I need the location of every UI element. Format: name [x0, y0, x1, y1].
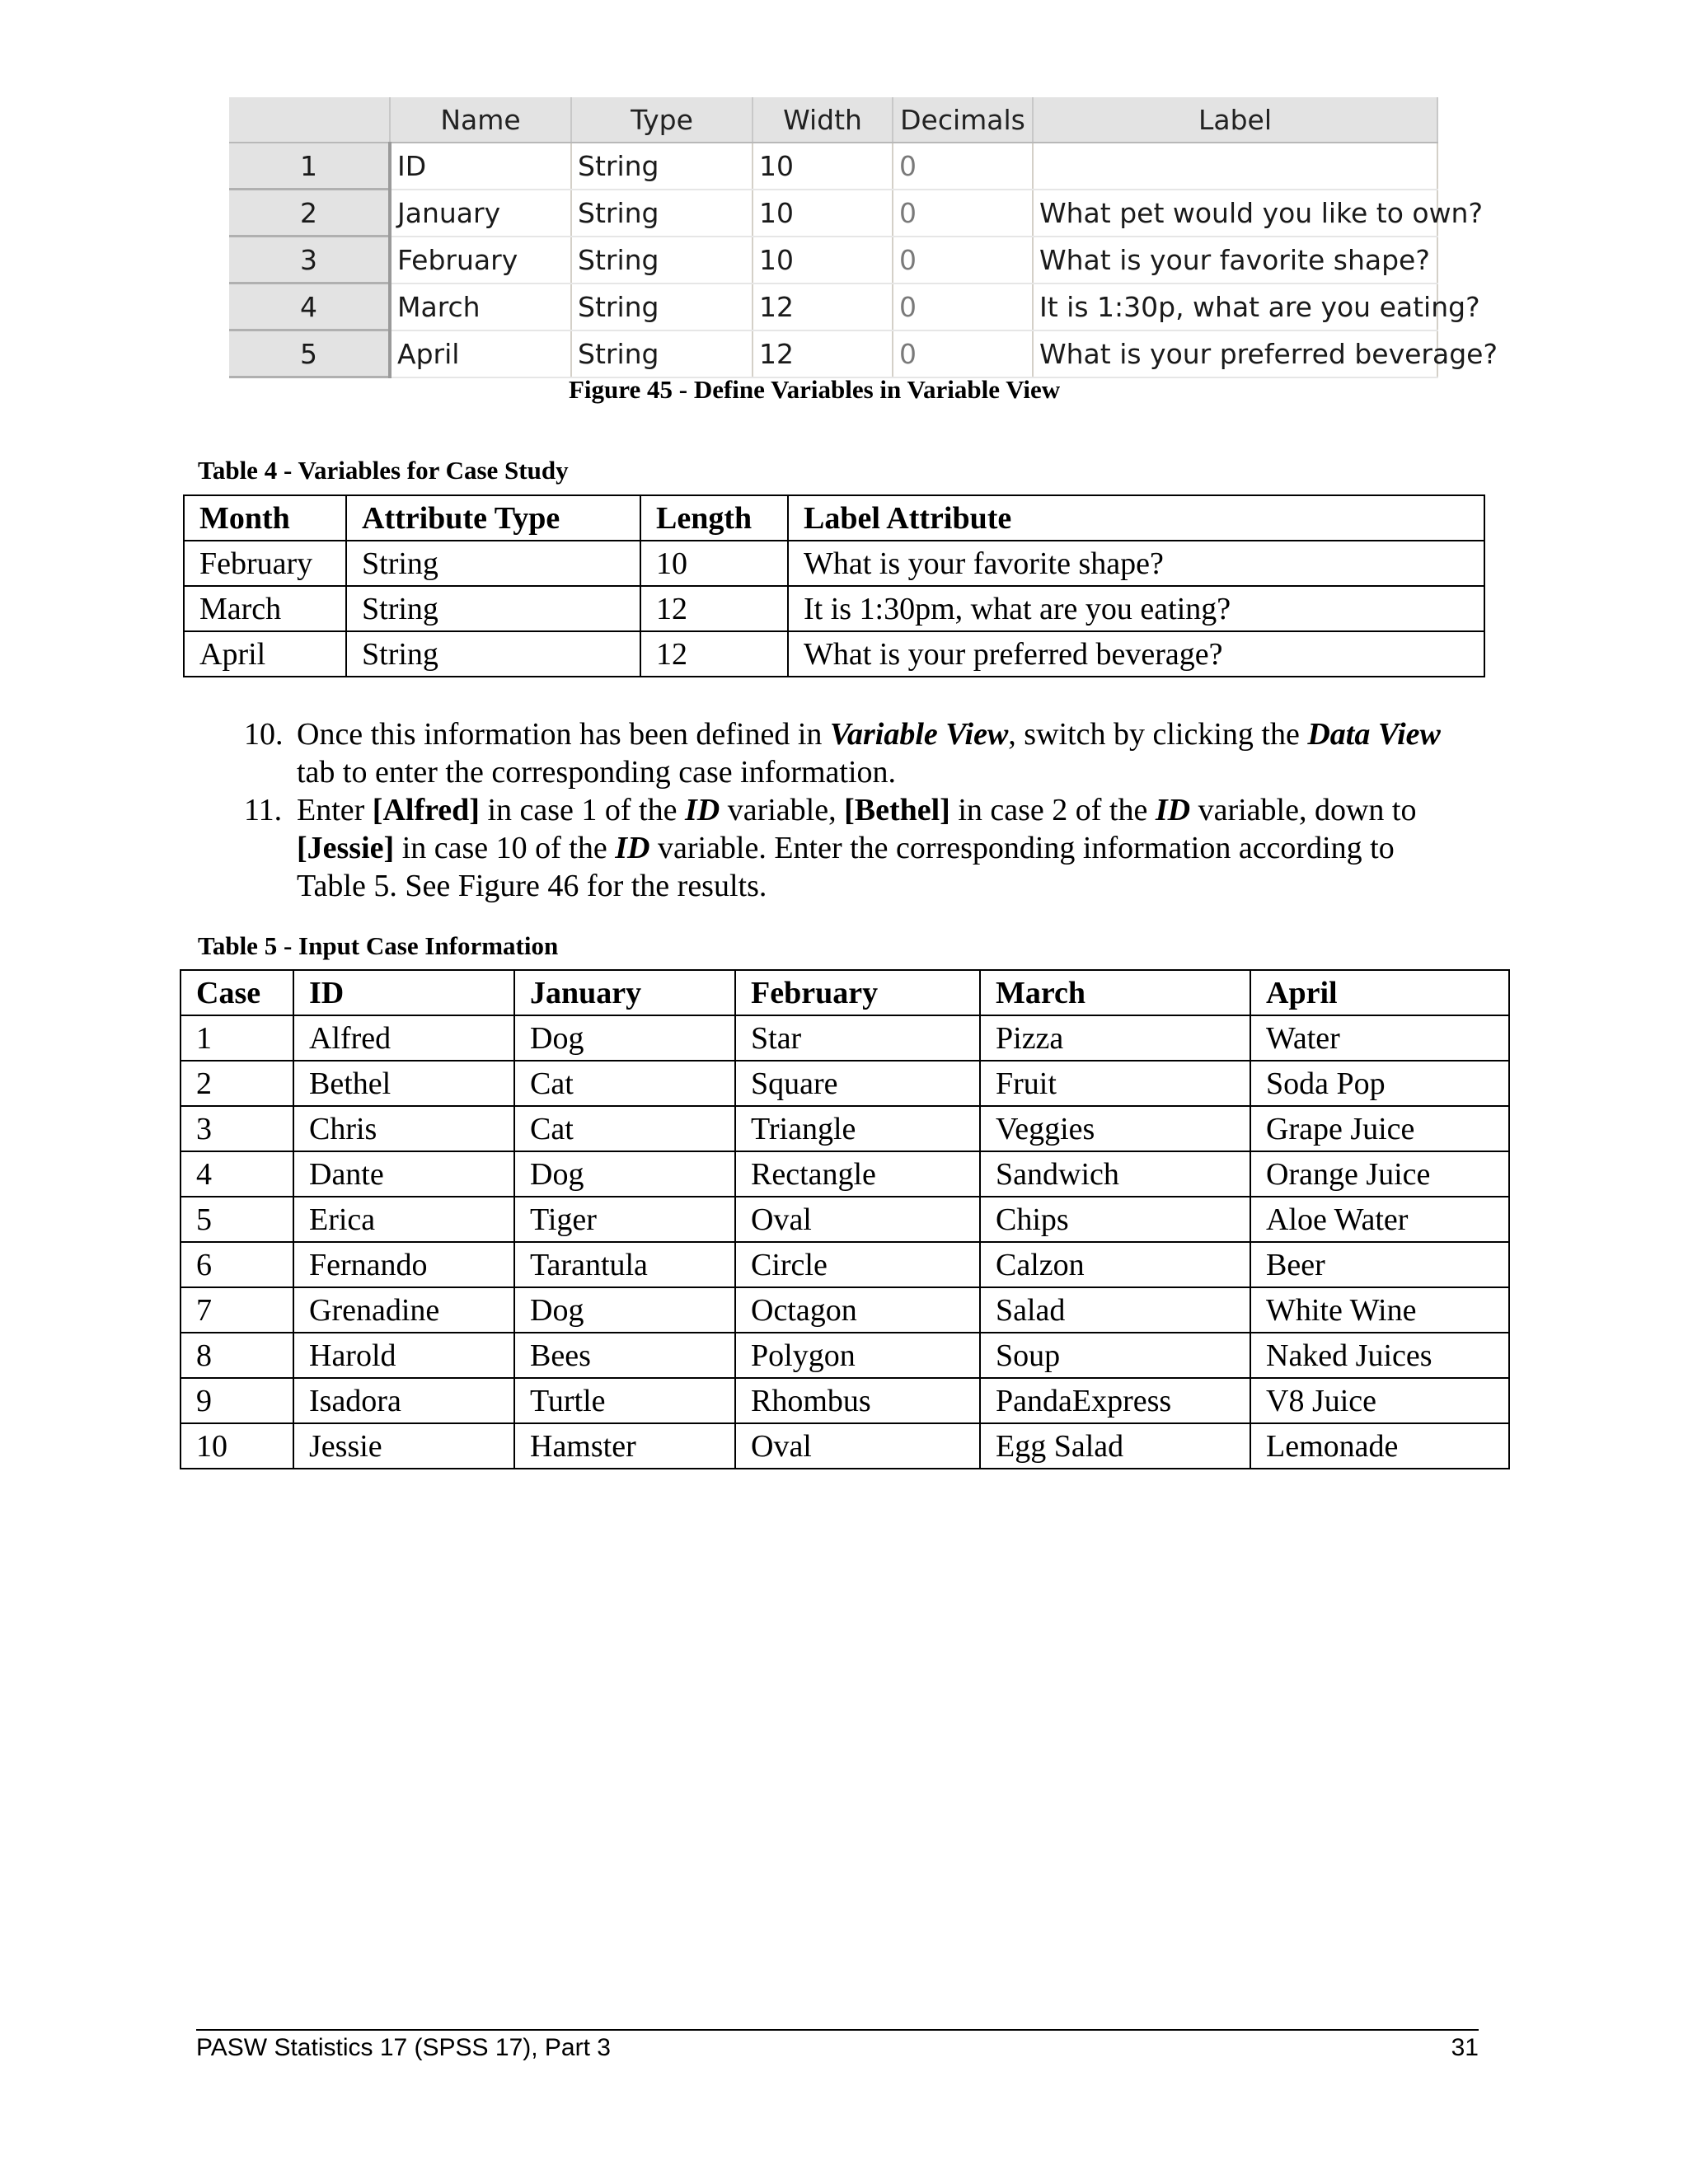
cell-label[interactable]: What is your favorite shape? — [1033, 237, 1437, 284]
table-5-cell: Beer — [1250, 1242, 1509, 1287]
step-10 — [244, 715, 1456, 791]
table-5-cell: Water — [1250, 1015, 1509, 1061]
row-number[interactable]: 3 — [229, 237, 390, 284]
table-5-row — [181, 1333, 1509, 1378]
table-5-header-cell: Case — [181, 970, 293, 1015]
cell-width[interactable]: 12 — [753, 284, 893, 330]
cell-label[interactable]: It is 1:30p, what are you eating? — [1033, 284, 1437, 330]
table-5-cell: Oval — [735, 1197, 980, 1242]
column-header-type[interactable]: Type — [571, 97, 753, 143]
cell-width[interactable]: 10 — [753, 237, 893, 284]
table-4-cell: String — [346, 631, 640, 677]
column-header-decimals[interactable]: Decimals — [893, 97, 1033, 143]
table-5-cell: Sandwich — [980, 1151, 1250, 1197]
table-4-cell: What is your favorite shape? — [788, 541, 1484, 586]
step-number: 10. — [244, 717, 284, 752]
table-5-cell: Pizza — [980, 1015, 1250, 1061]
column-header-width[interactable]: Width — [753, 97, 893, 143]
table-5-cell: 9 — [181, 1378, 293, 1423]
cell-width[interactable]: 10 — [753, 143, 893, 190]
table-4-row — [184, 631, 1484, 677]
table-5-cell: Star — [735, 1015, 980, 1061]
variable-view-corner — [229, 97, 390, 143]
cell-name[interactable]: March — [390, 284, 571, 330]
step-text: in case 10 of the — [394, 831, 616, 865]
table-5-cell: Rectangle — [735, 1151, 980, 1197]
table-5-cell: Fruit — [980, 1061, 1250, 1106]
table-5-cell: Cat — [514, 1061, 735, 1106]
cell-decimals[interactable]: 0 — [893, 190, 1033, 237]
cell-width[interactable]: 10 — [753, 190, 893, 237]
step-text: Data View — [1307, 717, 1441, 752]
step-text: [Alfred] — [372, 793, 480, 827]
column-header-label[interactable]: Label — [1033, 97, 1437, 143]
table-5-cell: Dog — [514, 1151, 735, 1197]
step-text: tab to enter the corresponding case information. — [297, 755, 897, 790]
table-5-row — [181, 1242, 1509, 1287]
cell-type[interactable]: String — [571, 143, 753, 190]
table-5-cell: Hamster — [514, 1423, 735, 1469]
page-number: 31 — [1451, 2034, 1479, 2061]
table-5-row — [181, 1287, 1509, 1333]
cell-name[interactable]: April — [390, 330, 571, 377]
table-5-cell: 8 — [181, 1333, 293, 1378]
table-5-cell: Orange Juice — [1250, 1151, 1509, 1197]
table-4-cell: It is 1:30pm, what are you eating? — [788, 586, 1484, 631]
cell-decimals[interactable]: 0 — [893, 284, 1033, 330]
table-5-cell: 1 — [181, 1015, 293, 1061]
step-text: Once this information has been defined in — [297, 717, 830, 752]
table-5-cell: Octagon — [735, 1287, 980, 1333]
table-5-row — [181, 1061, 1509, 1106]
table-5-cell: Grape Juice — [1250, 1106, 1509, 1151]
step-text: Enter — [297, 793, 373, 827]
cell-decimals[interactable]: 0 — [893, 143, 1033, 190]
table-5-cell: White Wine — [1250, 1287, 1509, 1333]
table-4-cell: String — [346, 586, 640, 631]
table-5-cell: Bees — [514, 1333, 735, 1378]
step-text: in case 1 of the — [479, 793, 685, 827]
table-4-cell: 10 — [640, 541, 788, 586]
table-5-cell: Soup — [980, 1333, 1250, 1378]
variable-view-header-row — [229, 97, 1437, 143]
table-5-cell: 3 — [181, 1106, 293, 1151]
cell-type[interactable]: String — [571, 284, 753, 330]
table-5-cell: Square — [735, 1061, 980, 1106]
figure-45-caption: Figure 45 - Define Variables in Variable View — [569, 375, 1061, 404]
row-number[interactable]: 1 — [229, 143, 390, 190]
cell-type[interactable]: String — [571, 237, 753, 284]
table-4-header-row — [184, 495, 1484, 541]
table-5-cell: Jessie — [293, 1423, 514, 1469]
table-5-cell: Chris — [293, 1106, 514, 1151]
cell-label[interactable]: What pet would you like to own? — [1033, 190, 1437, 237]
table-5-cell: Dog — [514, 1287, 735, 1333]
cell-decimals[interactable]: 0 — [893, 237, 1033, 284]
footer-divider — [196, 2029, 1479, 2031]
table-5-cell: Bethel — [293, 1061, 514, 1106]
table-4-cell: What is your preferred beverage? — [788, 631, 1484, 677]
cell-width[interactable]: 12 — [753, 330, 893, 377]
table-5-cell: Erica — [293, 1197, 514, 1242]
instruction-steps — [244, 715, 1456, 905]
table-4-header-cell: Attribute Type — [346, 495, 640, 541]
table-5-cell: Lemonade — [1250, 1423, 1509, 1469]
table-5-cell: Triangle — [735, 1106, 980, 1151]
step-text: variable, — [720, 793, 845, 827]
table-4-header-cell: Label Attribute — [788, 495, 1484, 541]
cell-name[interactable]: February — [390, 237, 571, 284]
step-text: ID — [1155, 793, 1191, 827]
step-text: [Bethel] — [844, 793, 950, 827]
variable-row — [229, 237, 1437, 284]
variable-view-grid — [229, 97, 1498, 378]
table-5-cell: Salad — [980, 1287, 1250, 1333]
table-5-cell: 7 — [181, 1287, 293, 1333]
table-5-cell: 10 — [181, 1423, 293, 1469]
variable-row — [229, 330, 1437, 377]
footer-title: PASW Statistics 17 (SPSS 17), Part 3 — [196, 2034, 611, 2061]
row-number[interactable]: 4 — [229, 284, 390, 330]
table-5-row — [181, 1423, 1509, 1469]
table-5-cell: Harold — [293, 1333, 514, 1378]
table-5-header-cell: March — [980, 970, 1250, 1015]
table-5-cell: Egg Salad — [980, 1423, 1250, 1469]
step-text: variable, down to — [1190, 793, 1417, 827]
table-4-caption: Table 4 - Variables for Case Study — [198, 456, 569, 485]
table-4-header-cell: Month — [184, 495, 346, 541]
variable-view-screenshot — [229, 97, 1498, 370]
table-5-cell: Isadora — [293, 1378, 514, 1423]
table-5-cell: Naked Juices — [1250, 1333, 1509, 1378]
table-4-row — [184, 541, 1484, 586]
table-5-cell: Fernando — [293, 1242, 514, 1287]
step-text: Variable View — [829, 717, 1009, 752]
step-text: variable. Enter the corresponding information according to Table 5. See Figure 46 for the results. — [297, 831, 1395, 903]
table-5-cell: Calzon — [980, 1242, 1250, 1287]
table-5-header-cell: February — [735, 970, 980, 1015]
table-5-cell: Circle — [735, 1242, 980, 1287]
table-4-cell: String — [346, 541, 640, 586]
table-5-cell: Soda Pop — [1250, 1061, 1509, 1106]
table-5-row — [181, 1378, 1509, 1423]
table-5-cell: Polygon — [735, 1333, 980, 1378]
table-5-cell: Veggies — [980, 1106, 1250, 1151]
cell-type[interactable]: String — [571, 190, 753, 237]
row-number[interactable]: 5 — [229, 330, 390, 377]
table-5-header-cell: ID — [293, 970, 514, 1015]
step-text: [Jessie] — [297, 831, 395, 865]
table-5-cell: Oval — [735, 1423, 980, 1469]
cell-name[interactable]: January — [390, 190, 571, 237]
step-number: 11. — [244, 793, 283, 827]
table-5-cell: Tiger — [514, 1197, 735, 1242]
table-5-cell: 4 — [181, 1151, 293, 1197]
table-4 — [183, 494, 1485, 677]
row-number[interactable]: 2 — [229, 190, 390, 237]
table-5-cell: Cat — [514, 1106, 735, 1151]
table-5-row — [181, 1151, 1509, 1197]
table-4-row — [184, 586, 1484, 631]
table-5 — [180, 969, 1510, 1469]
cell-label[interactable] — [1033, 143, 1437, 190]
table-5-cell: V8 Juice — [1250, 1378, 1509, 1423]
table-5-cell: Dante — [293, 1151, 514, 1197]
column-header-name[interactable]: Name — [390, 97, 571, 143]
table-5-cell: 5 — [181, 1197, 293, 1242]
table-5-row — [181, 1197, 1509, 1242]
cell-label[interactable]: What is your preferred beverage? — [1033, 330, 1437, 377]
table-5-row — [181, 1015, 1509, 1061]
table-5-cell: 6 — [181, 1242, 293, 1287]
table-5-row — [181, 1106, 1509, 1151]
table-5-cell: Turtle — [514, 1378, 735, 1423]
table-5-header-cell: April — [1250, 970, 1509, 1015]
step-text: ID — [684, 793, 720, 827]
cell-decimals[interactable]: 0 — [893, 330, 1033, 377]
variable-row — [229, 143, 1437, 190]
table-4-cell: March — [184, 586, 346, 631]
table-4-cell: 12 — [640, 631, 788, 677]
table-5-cell: Chips — [980, 1197, 1250, 1242]
table-5-cell: PandaExpress — [980, 1378, 1250, 1423]
step-text: ID — [615, 831, 650, 865]
variable-row — [229, 190, 1437, 237]
step-text: , switch by clicking the — [1008, 717, 1308, 752]
step-11 — [244, 791, 1456, 905]
variable-row — [229, 284, 1437, 330]
table-5-cell: Alfred — [293, 1015, 514, 1061]
table-5-header-cell: January — [514, 970, 735, 1015]
table-5-cell: Dog — [514, 1015, 735, 1061]
table-5-cell: Rhombus — [735, 1378, 980, 1423]
table-5-caption: Table 5 - Input Case Information — [198, 931, 559, 960]
table-5-header-row — [181, 970, 1509, 1015]
table-4-cell: April — [184, 631, 346, 677]
step-text: in case 2 of the — [950, 793, 1156, 827]
cell-name[interactable]: ID — [390, 143, 571, 190]
cell-type[interactable]: String — [571, 330, 753, 377]
table-4-cell: 12 — [640, 586, 788, 631]
table-5-cell: Tarantula — [514, 1242, 735, 1287]
table-4-cell: February — [184, 541, 346, 586]
table-5-cell: Aloe Water — [1250, 1197, 1509, 1242]
table-5-cell: 2 — [181, 1061, 293, 1106]
table-5-cell: Grenadine — [293, 1287, 514, 1333]
table-4-header-cell: Length — [640, 495, 788, 541]
